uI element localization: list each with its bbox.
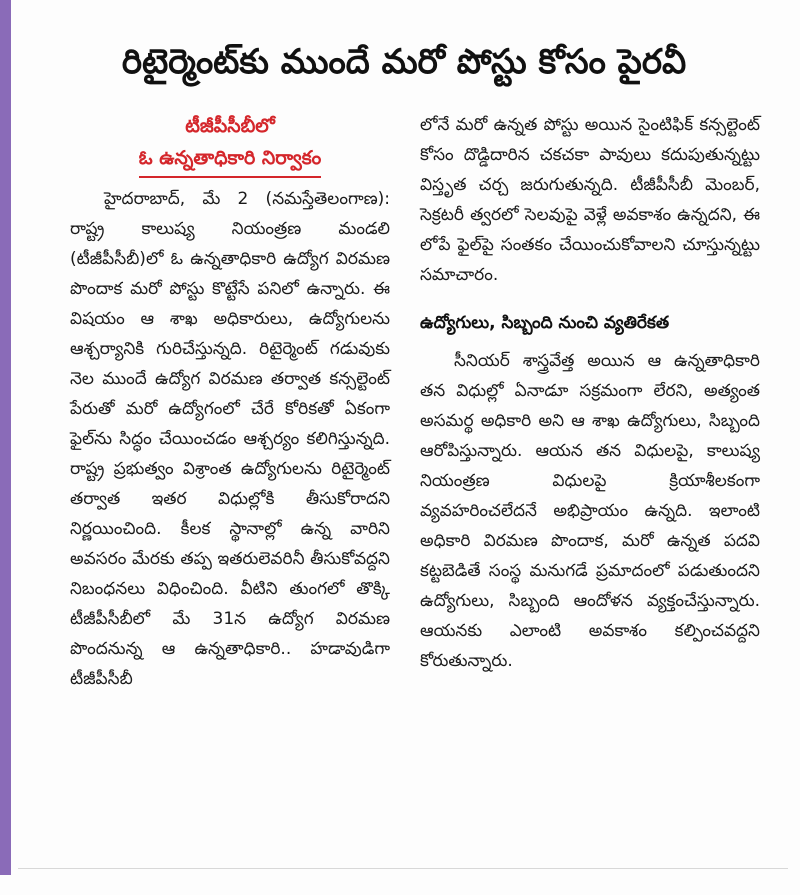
subhead-line-1: టీజీపీసీబీలో xyxy=(185,115,275,137)
subhead-line-2: ఓ ఉన్నతాధికారి నిర్వాకం xyxy=(139,142,322,178)
body-paragraph-left: హైదరాబాద్‌, మే 2 (నమస్తేతెలంగాణ): రాష్ట్ర కాలుష్య నియంత్రణ మండలి (టీజీపీసీబీ)లో ఓ ఉన్నతాధికారి ఉద్యోగ విరమణ పొందాక మరో పోస్టు కొట్టేసే పనిలో ఉన్నారు. ఈ విషయం ఆ శాఖ అధికారులు, ఉద్యోగులను ఆశ్చర్యానికి గురిచేస్తున్నది. రిటైర్మెంట్‌ గడువుకు నెల ముందే ఉద్యోగ విరమణ తర్వాత కన్సల్టెంట్‌ పేరుతో మరో ఉద్యోగంలో చేరే కోరికతో ఏకంగా ఫైల్‌ను సిద్ధం చేయించడం ఆశ్చర్యం కలిగిస్తున్నది. రాష్ట్ర ప్రభుత్వం విశ్రాంత ఉద్యోగులను రిటైర్మెంట్‌ తర్వాత ఇతర విధుల్లోకి తీసుకోరాదని నిర్ణయించింది. కీలక స్థానాల్లో ఉన్న వారిని అవసరం మేరకు తప్ప ఇతరులెవరినీ తీసుకోవద్దని నిబంధనలు విధించింది. వీటిని తుంగలో తొక్కి టీజీపీసీబీలో మే 31న ఉద్యోగ విరమణ పొందనున్న ఆ ఉన్నతాధికారి.. హడావుడిగా టీజీపీసీబీ xyxy=(70,189,390,689)
headline: రిటైర్మెంట్‌కు ముందే మరో పోస్టు కోసం పైరవీ xyxy=(121,42,687,82)
body-paragraph-right-1: లోనే మరో ఉన్నత పోస్టు అయిన సైంటిఫిక్‌ కన్సల్టెంట్‌ కోసం దొడ్డిదారిన చకచకా పావులు కదుపుతున్నట్టు విస్తృత చర్చ జరుగుతున్నది. టీజీపీసీబీ మెంబర్‌, సెక్రటరీ త్వరలో సెలవుపై వెళ్లే అవకాశం ఉన్నదని, ఈ లోపే ఫైల్‌పై సంతకం చేయించుకోవాలని చూస్తున్నట్టు సమాచారం. xyxy=(420,115,760,285)
subhead-block xyxy=(70,110,390,184)
body-paragraph-right-2: సీనియర్‌ శాస్త్రవేత్త అయిన ఆ ఉన్నతాధికారి తన విధుల్లో ఏనాడూ సక్రమంగా లేరని, అత్యంత అసమర్థ అధికారి అని ఆ శాఖ ఉద్యోగులు, సిబ్బంది ఆరోపిస్తున్నారు. ఆయన తన విధులపై, కాలుష్య నియంత్రణ విధులపై క్రియాశీలకంగా వ్యవహరించలేదనే అభిప్రాయం ఉన్నది. ఇలాంటి అధికారి విరమణ పొందాక, మరో ఉన్నత పదవి కట్టబెడితే సంస్థ మనుగడే ప్రమాదంలో పడుతుందని ఉద్యోగులు, సిబ్బంది ఆందోళన వ్యక్తంచేస్తున్నారు. ఆయనకు ఎలాంటి అవకాశం కల్పించవద్దని కోరుతున్నారు. xyxy=(420,351,760,671)
bottom-divider xyxy=(18,868,788,869)
side-color-bar xyxy=(0,0,11,875)
right-column xyxy=(420,110,760,676)
section-subheading: ఉద్యోగులు, సిబ్బంది నుంచి వ్యతిరేకత xyxy=(420,313,670,333)
left-column xyxy=(70,110,390,694)
